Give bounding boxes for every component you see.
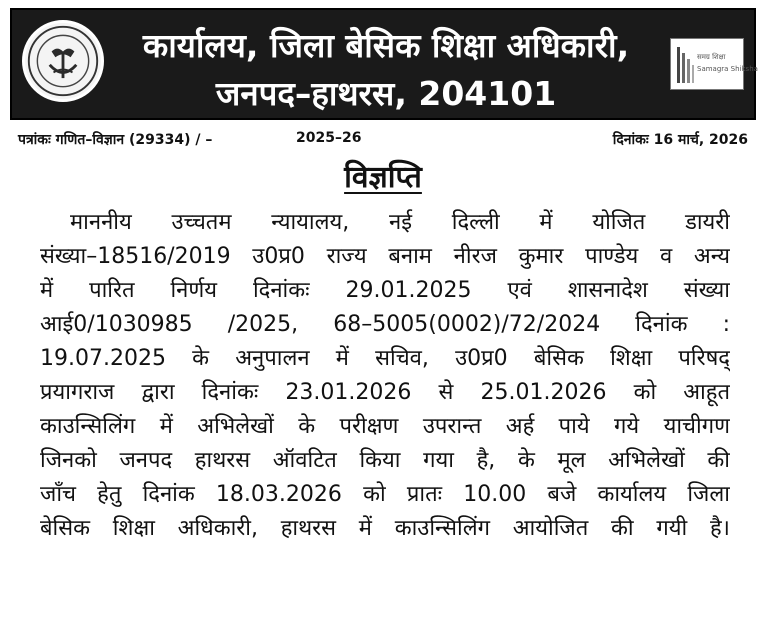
notice-line: माननीय उच्चतम न्यायालय, नई दिल्ली में योजित डायरी [70, 210, 730, 235]
reference-line [18, 130, 748, 150]
notice-line: संख्या–18516/2019 उ0प्र0 राज्य बनाम नीरज कुमार पाण्डेय व अन्य [40, 244, 730, 269]
letterhead-banner [10, 8, 756, 120]
notice-line: 19.07.2025 के अनुपालन में सचिव, उ0प्र0 बेसिक शिक्षा परिषद् [40, 346, 730, 371]
samagra-shiksha-logo [670, 38, 758, 90]
notice-line: प्रयागराज द्वारा दिनांकः 23.01.2026 से 25.01.2026 को आहूत [40, 380, 730, 405]
office-title-line2: जनपद–हाथरस, 204101 [215, 74, 557, 113]
samagra-shiksha-english-text: Samagra Shiksha [697, 65, 758, 73]
letter-date: दिनांकः 16 मार्च, 2026 [612, 132, 748, 148]
office-title-line1: कार्यालय, जिला बेसिक शिक्षा अधिकारी, [142, 26, 630, 65]
samagra-shiksha-icon [675, 45, 695, 85]
letter-number: पत्रांकः गणित–विज्ञान (29334) / – [18, 132, 213, 148]
notice-heading [0, 155, 766, 196]
samagra-shiksha-hindi-text: समग्र शिक्षा [697, 53, 726, 61]
notice-line: बेसिक शिक्षा अधिकारी, हाथरस में काउन्सिलिंग आयोजित की गयी है। [40, 516, 730, 541]
notice-body [40, 206, 730, 546]
notice-line: आई0/1030985 /2025, 68–5005(0002)/72/2024 दिनांक : [40, 312, 730, 337]
up-government-emblem-logo [22, 20, 104, 102]
notice-line: जाँच हेतु दिनांक 18.03.2026 को प्रातः 10.00 बजे कार्यालय जिला [40, 482, 730, 507]
emblem-icon [25, 23, 101, 99]
notice-line: काउन्सिलिंग में अभिलेखों के परीक्षण उपरान्त अर्ह पाये गये याचीगण [40, 414, 730, 439]
notice-line: में पारित निर्णय दिनांकः 29.01.2025 एवं शासनादेश संख्या [40, 278, 730, 303]
notice-line: जिनको जनपद हाथरस ऑवटित किया गया है, के मूल अभिलेखों की [40, 448, 730, 473]
notice-title: विज्ञप्ति [344, 160, 422, 195]
session-year: 2025–26 [296, 130, 362, 146]
